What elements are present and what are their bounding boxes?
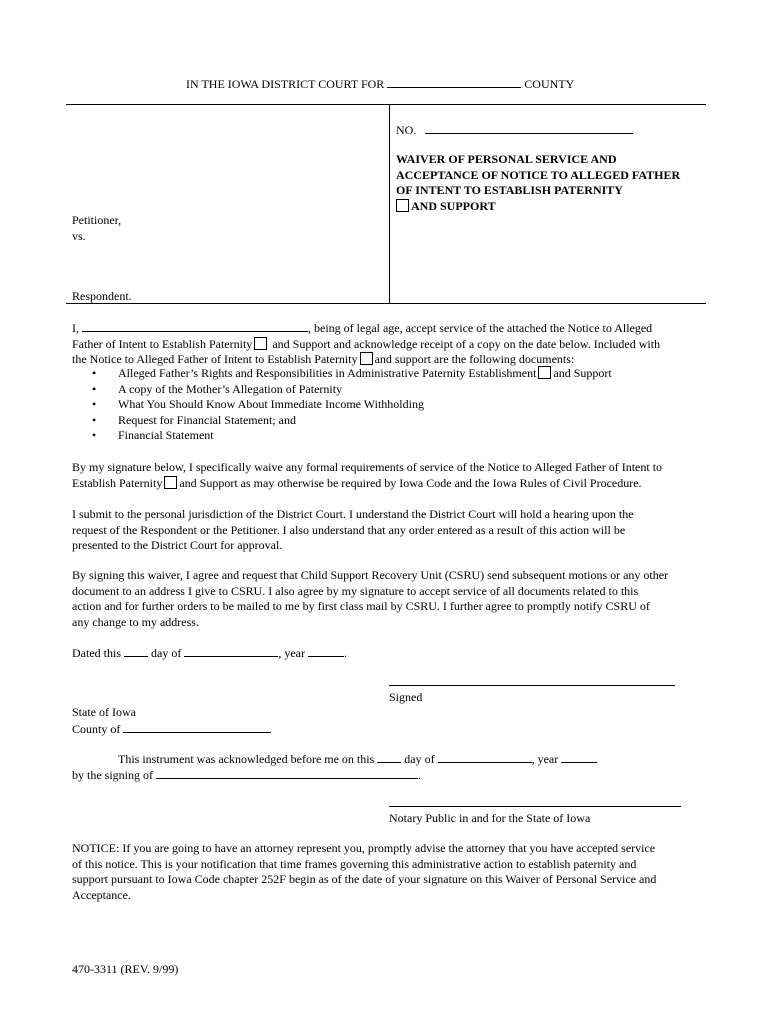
intro-paragraph bbox=[72, 320, 712, 368]
list-item bbox=[92, 397, 612, 413]
signer-name-blank[interactable] bbox=[156, 767, 418, 779]
form-title-line-3: OF INTENT TO ESTABLISH PATERNITY bbox=[396, 183, 623, 198]
ack-year-blank[interactable] bbox=[561, 751, 597, 763]
document-item-1-b: and Support bbox=[553, 366, 612, 380]
notice-line-3: support pursuant to Iowa Code chapter 252F begin as of the date of your signature on this Waiver of Personal Service and bbox=[72, 872, 657, 887]
intro-line-1-a: I, bbox=[72, 321, 79, 335]
document-item-2: A copy of the Mother’s Allegation of Paternity bbox=[118, 381, 343, 396]
ack-year-label: , year bbox=[531, 752, 559, 766]
case-number-blank[interactable] bbox=[425, 122, 633, 134]
list-item bbox=[92, 366, 612, 382]
form-title bbox=[396, 152, 680, 214]
ack-month-blank[interactable] bbox=[438, 751, 532, 763]
title-support-checkbox[interactable] bbox=[396, 199, 409, 212]
notice-line-4: Acceptance. bbox=[72, 887, 131, 902]
csru-line-4: any change to my address. bbox=[72, 614, 199, 629]
dated-label: Dated this bbox=[72, 646, 121, 660]
county-of-blank[interactable] bbox=[123, 721, 271, 733]
intro-line-3-b: and support are the following documents: bbox=[374, 352, 575, 367]
notice-paragraph bbox=[72, 841, 712, 903]
intro-support-checkbox-1[interactable] bbox=[254, 337, 267, 350]
ack-day-of: day of bbox=[404, 752, 435, 766]
waiver-line-2 bbox=[72, 476, 712, 492]
intro-line-2 bbox=[72, 337, 712, 353]
court-header-suffix: COUNTY bbox=[524, 77, 575, 91]
dated-day-of: day of bbox=[151, 646, 182, 660]
court-header-prefix: IN THE IOWA DISTRICT COURT FOR bbox=[186, 77, 385, 91]
form-title-line-1: WAIVER OF PERSONAL SERVICE AND bbox=[396, 152, 617, 166]
caption-divider bbox=[389, 105, 390, 303]
form-title-line-4-text: AND SUPPORT bbox=[411, 198, 496, 213]
court-header bbox=[186, 76, 574, 93]
case-number-label: NO. bbox=[396, 123, 417, 137]
list-item bbox=[92, 413, 612, 429]
waiver-paragraph bbox=[72, 460, 712, 491]
ack-day-blank[interactable] bbox=[377, 751, 401, 763]
list-item bbox=[92, 428, 612, 444]
caption-top-rule bbox=[66, 104, 706, 105]
ack-end: . bbox=[418, 768, 421, 782]
csru-line-1: By signing this waiver, I agree and request that Child Support Recovery Unit (CSRU) send subsequent motions or any other bbox=[72, 568, 669, 582]
ack-line-1 bbox=[118, 751, 597, 768]
document-support-checkbox[interactable] bbox=[538, 366, 551, 379]
document-item-4: Request for Financial Statement; and bbox=[118, 412, 296, 427]
waiver-line-2-b: and Support as may otherwise be required by Iowa Code and the Iowa Rules of Civil Procedure. bbox=[179, 475, 642, 490]
intro-line-2-a: Father of Intent to Establish Paternity bbox=[72, 336, 253, 351]
ack-text-2: by the signing of bbox=[72, 768, 153, 782]
intro-line-3-a: the Notice to Alleged Father of Intent to Establish Paternity bbox=[72, 352, 358, 367]
document-item-3: What You Should Know About Immediate Income Withholding bbox=[118, 397, 424, 412]
intro-support-checkbox-2[interactable] bbox=[360, 352, 373, 365]
ack-line-2 bbox=[72, 767, 421, 784]
jurisdiction-line-1: I submit to the personal jurisdiction of the District Court. I understand the District Court will hold a hearing upon the bbox=[72, 507, 634, 521]
jurisdiction-paragraph bbox=[72, 507, 712, 554]
intro-line-2-b: and Support and acknowledge receipt of a copy on the date below. Included with bbox=[272, 336, 661, 351]
jurisdiction-line-3: presented to the District Court for approval. bbox=[72, 538, 283, 553]
notary-label: Notary Public in and for the State of Iowa bbox=[389, 811, 591, 825]
vs-label: vs. bbox=[72, 229, 86, 243]
csru-line-2: document to an address I give to CSRU. I also agree by my signature to accept service of all documents related to this bbox=[72, 583, 639, 598]
case-number bbox=[396, 122, 633, 139]
caption-bottom-rule bbox=[66, 303, 706, 304]
intro-line-1-b: , being of legal age, accept service of the attached the Notice to Alleged bbox=[308, 321, 653, 335]
waiver-line-1: By my signature below, I specifically waive any formal requirements of service of the Notice to Alleged Father of Intent to bbox=[72, 460, 663, 474]
county-line bbox=[72, 721, 271, 738]
form-number: 470-3311 (REV. 9/99) bbox=[72, 962, 179, 976]
waiver-support-checkbox[interactable] bbox=[164, 476, 177, 489]
form-title-line-2: ACCEPTANCE OF NOTICE TO ALLEGED FATHER bbox=[396, 167, 681, 182]
intro-line-1 bbox=[72, 320, 712, 337]
document-item-1: Alleged Father’s Rights and Responsibilities in Administrative Paternity Establishment bbox=[118, 366, 537, 380]
name-blank[interactable] bbox=[82, 320, 308, 332]
dated-month-blank[interactable] bbox=[184, 645, 278, 657]
dated-year-label: , year bbox=[278, 646, 305, 660]
list-item bbox=[92, 382, 612, 398]
jurisdiction-line-2: request of the Respondent or the Petitioner. I also understand that any order entered as a result of this action will be bbox=[72, 522, 626, 537]
dated-year-blank[interactable] bbox=[308, 645, 344, 657]
ack-text-1: This instrument was acknowledged before me on this bbox=[118, 752, 375, 766]
county-blank[interactable] bbox=[387, 76, 521, 88]
notice-line-2: of this notice. This is your notification that time frames governing this administrative action to establish paternity and bbox=[72, 856, 637, 871]
notary-signature-line[interactable] bbox=[389, 806, 681, 807]
petitioner-label: Petitioner, bbox=[72, 213, 122, 227]
state-label: State of Iowa bbox=[72, 705, 136, 719]
dated-day-blank[interactable] bbox=[124, 645, 148, 657]
document-item-5: Financial Statement bbox=[118, 428, 214, 443]
respondent-label: Respondent. bbox=[72, 289, 132, 303]
document-list bbox=[92, 366, 612, 444]
signature-line[interactable] bbox=[389, 685, 675, 686]
csru-paragraph bbox=[72, 568, 712, 630]
signed-label: Signed bbox=[389, 690, 423, 704]
dated-end: . bbox=[343, 646, 347, 660]
waiver-line-2-a: Establish Paternity bbox=[72, 475, 163, 490]
form-title-line-4 bbox=[396, 199, 680, 215]
county-label: County of bbox=[72, 722, 121, 736]
csru-line-3: action and for further orders to be mailed to me by first class mail by CSRU. I further agree to promptly notify CSRU of bbox=[72, 599, 650, 614]
dated-line bbox=[72, 645, 347, 662]
notice-line-1: NOTICE: If you are going to have an attorney represent you, promptly advise the attorney that you have accepted service bbox=[72, 841, 656, 855]
